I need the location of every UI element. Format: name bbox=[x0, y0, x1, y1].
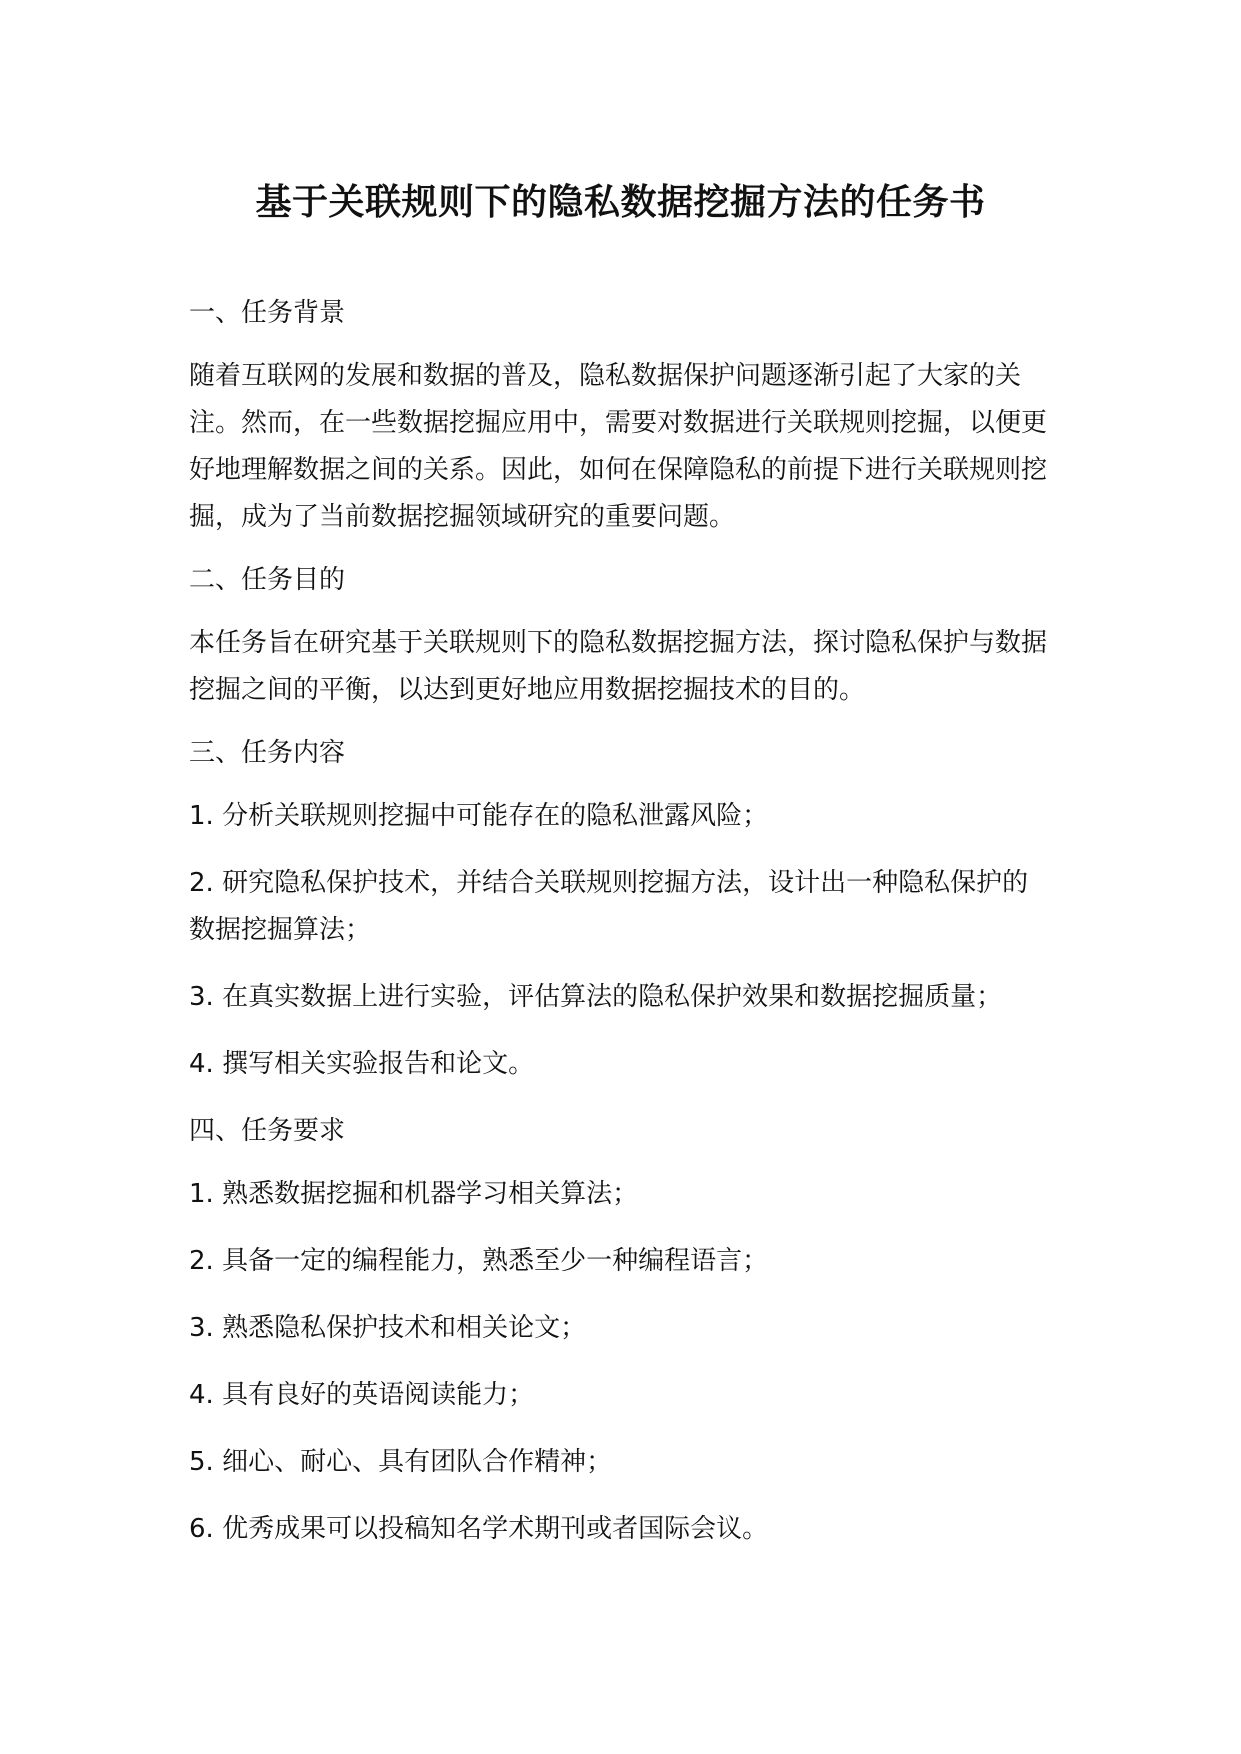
list-item: 1. 分析关联规则挖掘中可能存在的隐私泄露风险； bbox=[189, 801, 769, 831]
list-item: 6. 优秀成果可以投稿知名学术期刊或者国际会议。 bbox=[189, 1514, 769, 1544]
section-heading: 一、任务背景 bbox=[189, 298, 346, 328]
requirements-list bbox=[189, 1171, 1054, 1553]
section-content bbox=[189, 730, 1054, 1088]
section-heading: 四、任务要求 bbox=[189, 1116, 346, 1146]
list-item: 4. 具有良好的英语阅读能力； bbox=[189, 1380, 535, 1410]
section-heading: 三、任务内容 bbox=[189, 738, 346, 768]
section-heading: 二、任务目的 bbox=[189, 565, 346, 595]
section-background bbox=[189, 290, 1054, 541]
list-item: 2. 具备一定的编程能力，熟悉至少一种编程语言； bbox=[189, 1246, 769, 1276]
document-body bbox=[189, 290, 1054, 1573]
content-list bbox=[189, 793, 1054, 1088]
list-item: 3. 熟悉隐私保护技术和相关论文； bbox=[189, 1313, 587, 1343]
paragraph: 本任务旨在研究基于关联规则下的隐私数据挖掘方法，探讨隐私保护与数据挖掘之间的平衡，以达到更好地应用数据挖掘技术的目的。 bbox=[189, 628, 1048, 705]
list-item: 4. 撰写相关实验报告和论文。 bbox=[189, 1049, 535, 1079]
section-purpose bbox=[189, 557, 1054, 714]
list-item: 3. 在真实数据上进行实验，评估算法的隐私保护效果和数据挖掘质量； bbox=[189, 982, 1003, 1012]
list-item: 5. 细心、耐心、具有团队合作精神； bbox=[189, 1447, 613, 1477]
paragraph: 随着互联网的发展和数据的普及，隐私数据保护问题逐渐引起了大家的关注。然而，在一些数据挖掘应用中，需要对数据进行关联规则挖掘，以便更好地理解数据之间的关系。因此，如何在保障隐私的前提下进行关联规则挖掘，成为了当前数据挖掘领域研究的重要问题。 bbox=[189, 361, 1048, 532]
document-title: 基于关联规则下的隐私数据挖掘方法的任务书 bbox=[255, 182, 986, 223]
list-item: 1. 熟悉数据挖掘和机器学习相关算法； bbox=[189, 1179, 639, 1209]
list-item: 2. 研究隐私保护技术，并结合关联规则挖掘方法，设计出一种隐私保护的数据挖掘算法； bbox=[189, 868, 1029, 945]
section-requirements bbox=[189, 1108, 1054, 1553]
